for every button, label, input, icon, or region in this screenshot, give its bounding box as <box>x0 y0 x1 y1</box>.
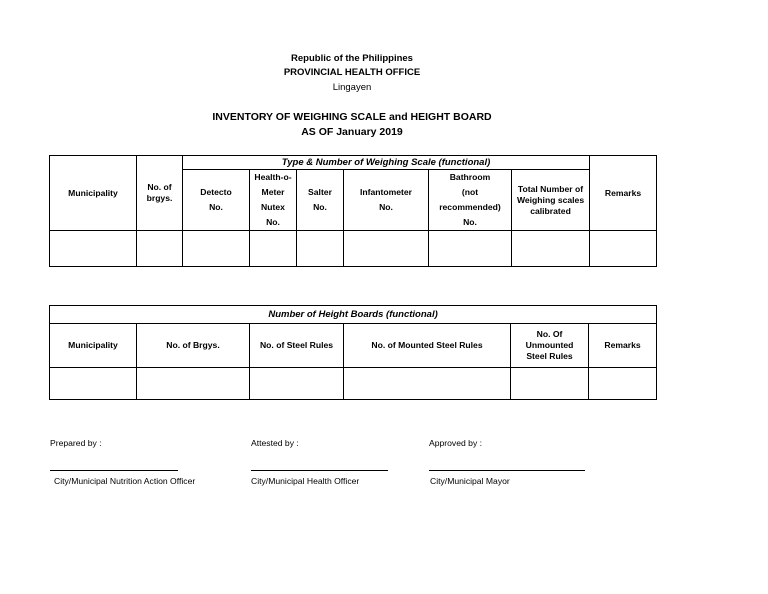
unmounted-line-3: Steel Rules <box>526 351 573 361</box>
header-mounted-steel-rules: No. of Mounted Steel Rules <box>344 324 511 368</box>
table-row <box>50 368 657 400</box>
header-bathroom <box>429 170 512 231</box>
unmounted-line-1: No. Of <box>536 329 563 339</box>
total-line-1: Total Number of <box>517 183 584 194</box>
country-line: Republic of the Philippines <box>291 53 413 64</box>
salter-line-1: Salter <box>308 187 332 197</box>
header-municipality: Municipality <box>50 324 137 368</box>
health-line-3: Nutex <box>261 202 285 212</box>
unmounted-line-2: Unmounted <box>525 340 574 350</box>
office-line: PROVINCIAL HEALTH OFFICE <box>283 67 421 78</box>
bath-line-1: Bathroom <box>449 172 491 182</box>
empty-cell[interactable] <box>589 368 657 400</box>
empty-cell[interactable] <box>137 231 183 267</box>
detecto-line-2: No. <box>209 202 223 212</box>
empty-cell[interactable] <box>344 368 511 400</box>
height-board-table <box>49 305 657 400</box>
bath-line-4: No. <box>463 217 477 227</box>
weighing-scale-table <box>49 155 657 267</box>
total-line-3: calibrated <box>530 205 571 216</box>
infant-line-2: No. <box>379 202 393 212</box>
empty-cell[interactable] <box>137 368 250 400</box>
attested-by-label: Attested by : <box>251 438 299 448</box>
health-line-1: Health-o- <box>254 172 292 182</box>
header-unmounted-steel-rules <box>511 324 589 368</box>
header-salter <box>297 170 344 231</box>
table-row <box>50 231 657 267</box>
empty-cell[interactable] <box>250 368 344 400</box>
bath-line-2: (not <box>461 187 479 197</box>
empty-cell[interactable] <box>344 231 429 267</box>
weighing-scale-caption: Type & Number of Weighing Scale (functional) <box>183 156 590 170</box>
prepared-by-title: City/Municipal Nutrition Action Officer <box>54 476 196 486</box>
empty-cell[interactable] <box>50 368 137 400</box>
empty-cell[interactable] <box>50 231 137 267</box>
header-remarks: Remarks <box>589 324 657 368</box>
empty-cell[interactable] <box>511 368 589 400</box>
header-no-of-brgys: No. of Brgys. <box>137 324 250 368</box>
empty-cell[interactable] <box>297 231 344 267</box>
bath-line-3: recommended) <box>439 202 501 212</box>
document-title: INVENTORY OF WEIGHING SCALE and HEIGHT BOARD <box>212 111 492 123</box>
header-municipality: Municipality <box>50 156 137 231</box>
prepared-by-label: Prepared by : <box>50 438 102 448</box>
empty-cell[interactable] <box>429 231 512 267</box>
empty-cell[interactable] <box>590 231 657 267</box>
height-board-caption: Number of Height Boards (functional) <box>50 306 657 324</box>
empty-cell[interactable] <box>512 231 590 267</box>
empty-cell[interactable] <box>183 231 250 267</box>
brgys-line-2: brgys. <box>146 193 173 203</box>
health-line-4: No. <box>266 217 280 227</box>
brgys-line-1: No. of <box>147 182 172 192</box>
approved-signature-line[interactable] <box>429 470 585 471</box>
detecto-line-1: Detecto <box>200 187 232 197</box>
prepared-signature-line[interactable] <box>50 470 178 471</box>
header-infantometer <box>344 170 429 231</box>
empty-cell[interactable] <box>250 231 297 267</box>
header-detecto <box>183 170 250 231</box>
header-total-calibrated <box>512 170 590 231</box>
header-steel-rules: No. of Steel Rules <box>250 324 344 368</box>
health-line-2: Meter <box>261 187 285 197</box>
header-health-o-meter <box>250 170 297 231</box>
header-no-of-brgys <box>137 156 183 231</box>
attested-by-title: City/Municipal Health Officer <box>251 476 360 486</box>
attested-signature-line[interactable] <box>251 470 388 471</box>
infant-line-1: Infantometer <box>359 187 413 197</box>
approved-by-title: City/Municipal Mayor <box>430 476 510 486</box>
as-of-date: AS OF January 2019 <box>301 126 403 138</box>
location-line: Lingayen <box>332 82 372 93</box>
header-remarks: Remarks <box>590 156 657 231</box>
approved-by-label: Approved by : <box>429 438 483 448</box>
total-line-2: Weighing scales <box>516 194 585 205</box>
salter-line-2: No. <box>313 202 327 212</box>
